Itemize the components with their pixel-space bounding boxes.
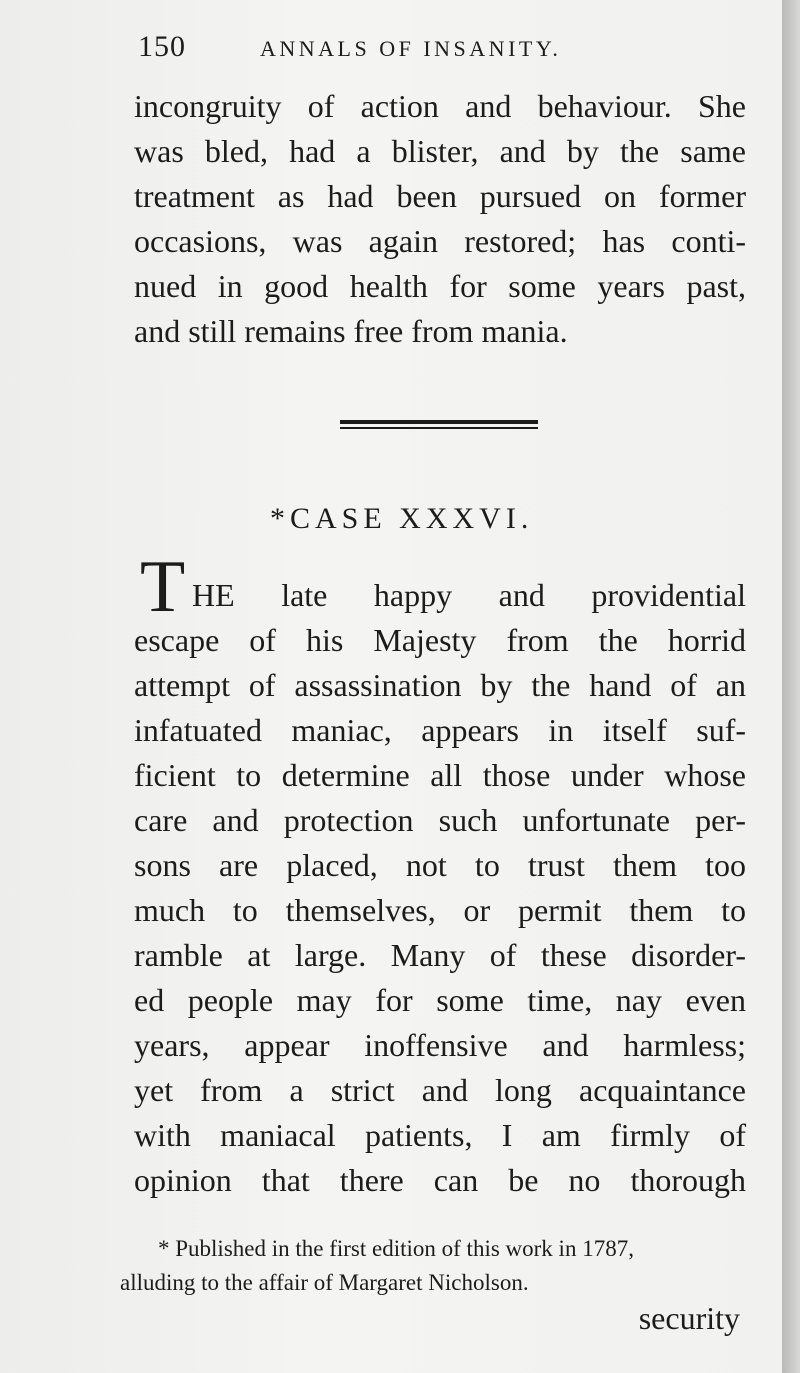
footnote-line: * Published in the first edition of this work in 1787, [158,1236,634,1261]
case-paragraph [134,573,746,1203]
page-header [138,30,738,70]
footnote [120,1232,745,1300]
text-line-opening: HE late happy and providential [192,577,746,613]
page-edge-shadow [782,0,800,1373]
text-line: years, appear inoffensive and harmless; [134,1027,746,1063]
top-paragraph [134,84,746,354]
text-line: attempt of assassination by the hand of an [134,667,746,703]
text-line: yet from a strict and long acquaintance [134,1072,746,1108]
text-line: care and protection such unfortunate per- [134,802,746,838]
text-line: infatuated maniac, appears in itself suf- [134,712,746,748]
catchword: security [638,1300,740,1336]
case-heading: *CASE XXXVI. [270,502,534,535]
text-line: nued in good health for some years past, [134,268,746,304]
page-number: 150 [138,30,186,63]
divider-thick-rule [340,420,538,424]
text-line: sons are placed, not to trust them too [134,847,746,883]
text-line: incongruity of action and behaviour. She [134,88,746,124]
text-line: was bled, had a blister, and by the same [134,133,746,169]
text-line: treatment as had been pursued on former [134,178,746,214]
text-line: and still remains free from mania. [134,313,568,349]
text-line: with maniacal patients, I am firmly of [134,1117,746,1153]
text-line: much to themselves, or permit them to [134,892,746,928]
text-line: escape of his Majesty from the horrid [134,622,746,658]
running-head: ANNALS OF INSANITY. [260,36,562,61]
text-line: occasions, was again restored; has conti- [134,223,746,259]
drop-cap: T [140,546,186,628]
footnote-line: alluding to the affair of Margaret Nicholson. [120,1270,529,1295]
text-line: ramble at large. Many of these disorder- [134,937,746,973]
text-line: opinion that there can be no thorough [134,1162,746,1198]
divider-thin-rule [340,427,538,429]
section-divider [340,420,538,430]
text-line: ed people may for some time, nay even [134,982,746,1018]
text-line: ficient to determine all those under whose [134,757,746,793]
